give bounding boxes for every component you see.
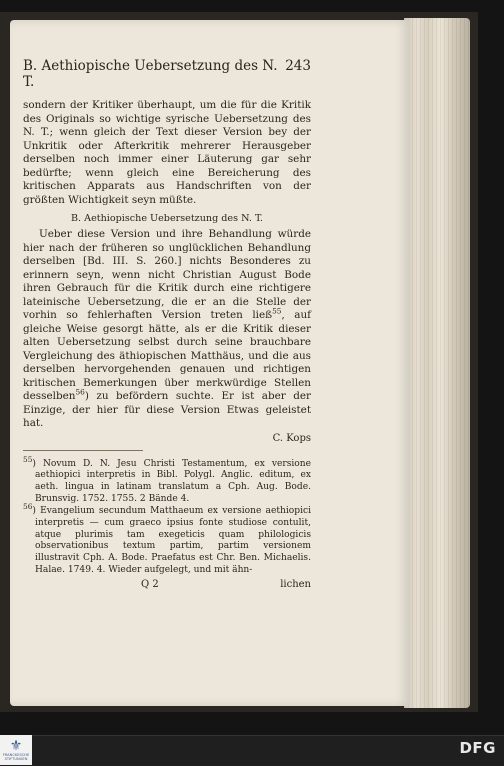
footnote-text: ) Evangelium secundum Matthaeum ex versione aethiopici interpretis — cum graeco ipsius fonte studiose contulit, atque plurimis tam exegeticis quam philologicis observationibus textum partim, partim versionem illustravit Cph. A. Bode. Praefatus est Chr. Ben. Michaelis. Halae. 1749. 4. Wieder aufgelegt, und mit ähn- [32,506,311,575]
footnote-ref-55: 55 [272,306,282,316]
footnote-ref-56: 56 [75,387,85,397]
franckesche-stiftungen-logo [0,735,32,765]
catchword: C. Kops [272,432,311,444]
header-title: B. Aethiopische Uebersetzung des N. T. [23,58,278,90]
paragraph-1: sondern der Kritiker überhaupt, um die für die Kritik des Originals so wichtige syrische Uebersetzung des N. T.; wenn gleich der Text dieser Version bey der Unkritik oder Afterkritik mehrerer Herausgeber derselben noch immer einer Läuterung gar sehr bedürfte; wenn gleich eine Bereicherung des kritischen Apparats aus Handschriften von der größten Wichtigkeit seyn müßte. [23,99,311,206]
paragraph-2-text: Ueber diese Version und ihre Behandlung würde hier nach der früheren so unglücklichen Behandlung derselben [Bd. III. S. 260.] nichts Besonderes zu erinnern seyn, wenn nicht Christian August Bode ihren Gebrauch für die Kritik durch eine richtigere lateinische Uebersetzung, die er an die Stelle der vorhin so fehlerhaften Version treten ließ [23,228,311,321]
dfg-logo: DFG [459,739,496,757]
section-heading: B. Aethiopische Uebersetzung des N. T. [71,213,263,224]
signature-line [23,579,311,590]
fleur-icon: ⚜ [9,738,23,754]
page-number: 243 [285,58,311,74]
last-catchword: lichen [280,578,311,590]
paragraph-2 [23,228,311,431]
footnote-rule [23,450,143,451]
paragraph-2-continued: , auf gleiche Weise gesorgt hätte, als er die Kritik dieser alten Uebersetzung selbst durch seine brauchbare Vergleichung des äthiopischen Matthäus, und die aus derselben hervorgehenden genauen und richtigen kritischen Bemerkungen über merkwürdige Stellen desselben [23,309,311,402]
printer-signature: Q 2 [141,578,159,590]
footnote-55 [23,454,311,506]
running-head [23,58,311,90]
paragraph-2-end: ) zu befördern suchte. Er ist aber der Einzige, der hier für diese Version Etwas geleistet hat. [23,390,311,429]
page-edges [404,18,470,708]
page-content [23,58,311,590]
footnote-mark: 55 [23,454,33,464]
viewer-footer-bar [0,735,504,766]
footnote-mark: 56 [23,502,33,512]
footnote-text: ) Novum D. N. Jesu Christi Testamentum, ex versione aethiopici interpretis in Bibl. Polygl. Anglic. editum, ex aeth. lingua in latinam translatum a Cph. Aug. Bode. Brunsvig. 1752. 1755. 2 Bände 4. [32,458,311,504]
logo-text: FRANCKESCHE STIFTUNGEN [2,753,30,761]
footnote-56 [23,502,311,576]
